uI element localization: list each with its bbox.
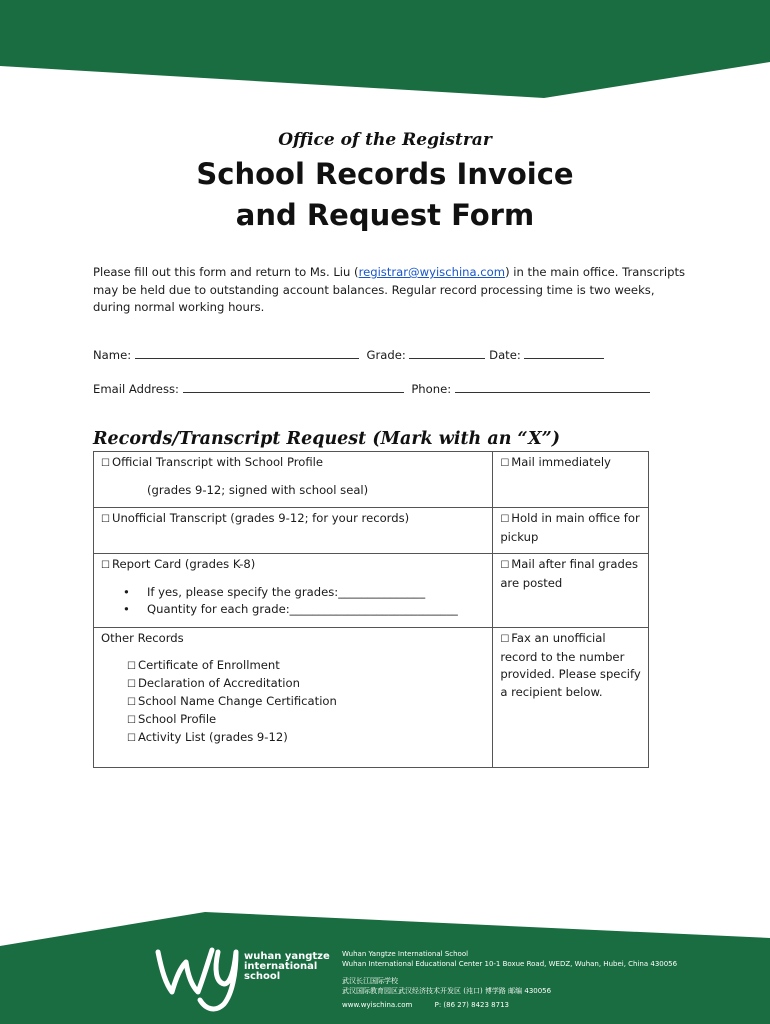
checkbox-icon[interactable]: ☐ bbox=[500, 458, 510, 469]
website-link[interactable]: www.wyischina.com bbox=[342, 1001, 413, 1009]
checkbox-icon[interactable]: ☐ bbox=[101, 458, 110, 469]
checkbox-icon[interactable]: ☐ bbox=[127, 660, 136, 672]
table-row bbox=[94, 628, 649, 768]
table-row bbox=[94, 508, 649, 554]
list-item[interactable]: ☐ Certificate of Enrollment bbox=[127, 657, 280, 672]
table-row bbox=[94, 452, 649, 508]
date-field[interactable] bbox=[524, 349, 604, 359]
delivery-option-cell[interactable] bbox=[493, 508, 649, 554]
list-item[interactable]: ☐ Activity List (grades 9-12) bbox=[127, 729, 288, 744]
school-name-cn: 武汉长江国际学校 bbox=[342, 977, 398, 985]
form-title bbox=[0, 154, 770, 236]
name-field[interactable] bbox=[135, 349, 359, 359]
request-option-label: Report Card (grades K-8) bbox=[111, 557, 256, 571]
request-option-cell bbox=[94, 628, 493, 768]
other-records-label: Other Records bbox=[101, 631, 184, 645]
phone-label: Phone: bbox=[411, 382, 452, 396]
footer-contact bbox=[342, 1001, 529, 1009]
checkbox-icon[interactable]: ☐ bbox=[500, 514, 510, 525]
checkbox-icon[interactable]: ☐ bbox=[127, 732, 136, 744]
list-item[interactable]: ☐ School Profile bbox=[127, 711, 217, 726]
intro-text-after: ) in the main office. Transcripts may be held due to outstanding account balances. Regular record processing time is two weeks, during normal working hours. bbox=[93, 265, 686, 314]
form-title-line-1: School Records Invoice bbox=[196, 157, 574, 191]
school-address-en: Wuhan International Educational Center 10-1 Boxue Road, WEDZ, Wuhan, Hubei, China 430056 bbox=[342, 959, 678, 968]
checkbox-icon[interactable]: ☐ bbox=[127, 696, 136, 708]
intro-paragraph bbox=[93, 264, 693, 317]
records-request-table bbox=[93, 451, 649, 768]
name-label: Name: bbox=[93, 348, 132, 362]
grade-label: Grade: bbox=[366, 348, 406, 362]
phone-field[interactable] bbox=[455, 383, 650, 393]
checkbox-icon[interactable]: ☐ bbox=[101, 514, 110, 525]
office-subtitle: Office of the Registrar bbox=[278, 130, 492, 150]
phone-number: P: (86 27) 8423 8713 bbox=[434, 1001, 509, 1009]
delivery-option-cell[interactable] bbox=[493, 452, 649, 508]
school-address-cn: 武汉国际教育园区武汉经济技术开发区 (沌口) 博学路 邮编 430056 bbox=[342, 986, 552, 995]
checkbox-icon[interactable]: ☐ bbox=[101, 560, 110, 571]
records-request-heading: Records/Transcript Request (Mark with an “X”) bbox=[93, 429, 560, 449]
email-field[interactable] bbox=[183, 383, 404, 393]
header-banner bbox=[0, 0, 770, 100]
request-option-note: (grades 9-12; signed with school seal) bbox=[147, 482, 369, 497]
request-option-cell[interactable] bbox=[94, 554, 493, 628]
request-option-cell[interactable] bbox=[94, 452, 493, 508]
other-records-list bbox=[101, 657, 485, 747]
delivery-option-label: Fax an unofficial record to the number provided. Please specify a recipient below. bbox=[500, 631, 641, 699]
footer-address-block bbox=[342, 950, 677, 996]
list-item[interactable]: ☐ School Name Change Certification bbox=[127, 693, 337, 708]
delivery-option-cell[interactable] bbox=[493, 628, 649, 768]
school-logo-wordmark: wuhan yangtze international school bbox=[244, 951, 330, 982]
delivery-option-cell[interactable] bbox=[493, 554, 649, 628]
grade-field[interactable] bbox=[409, 349, 485, 359]
report-card-details bbox=[101, 584, 485, 619]
list-item[interactable]: ☐ Declaration of Accreditation bbox=[127, 675, 300, 690]
checkbox-icon[interactable]: ☐ bbox=[127, 678, 136, 690]
request-option-label: Official Transcript with School Profile bbox=[111, 455, 324, 469]
intro-text-before: Please fill out this form and return to Ms. Liu ( bbox=[93, 265, 359, 279]
form-title-line-2: and Request Form bbox=[235, 198, 535, 232]
checkbox-icon[interactable]: ☐ bbox=[127, 714, 136, 726]
delivery-option-label: Mail after final grades are posted bbox=[500, 557, 639, 590]
quantity-line[interactable]: • Quantity for each grade:_____________________________ bbox=[147, 601, 485, 619]
checkbox-icon[interactable]: ☐ bbox=[500, 634, 510, 645]
checkbox-icon[interactable]: ☐ bbox=[500, 560, 510, 571]
email-label: Email Address: bbox=[93, 382, 179, 396]
date-label: Date: bbox=[489, 348, 521, 362]
email-phone-row bbox=[93, 382, 650, 396]
request-option-cell[interactable] bbox=[94, 508, 493, 554]
delivery-option-label: Hold in main office for pickup bbox=[500, 511, 640, 544]
registrar-email-link[interactable]: registrar@wyischina.com bbox=[358, 265, 506, 279]
table-row bbox=[94, 554, 649, 628]
school-name-en: Wuhan Yangtze International School bbox=[342, 950, 469, 958]
grades-specify-line[interactable]: • If yes, please specify the grades:_______________ bbox=[147, 584, 485, 602]
request-option-label: Unofficial Transcript (grades 9-12; for your records) bbox=[111, 511, 410, 525]
delivery-option-label: Mail immediately bbox=[511, 455, 611, 469]
name-grade-date-row bbox=[93, 348, 604, 362]
